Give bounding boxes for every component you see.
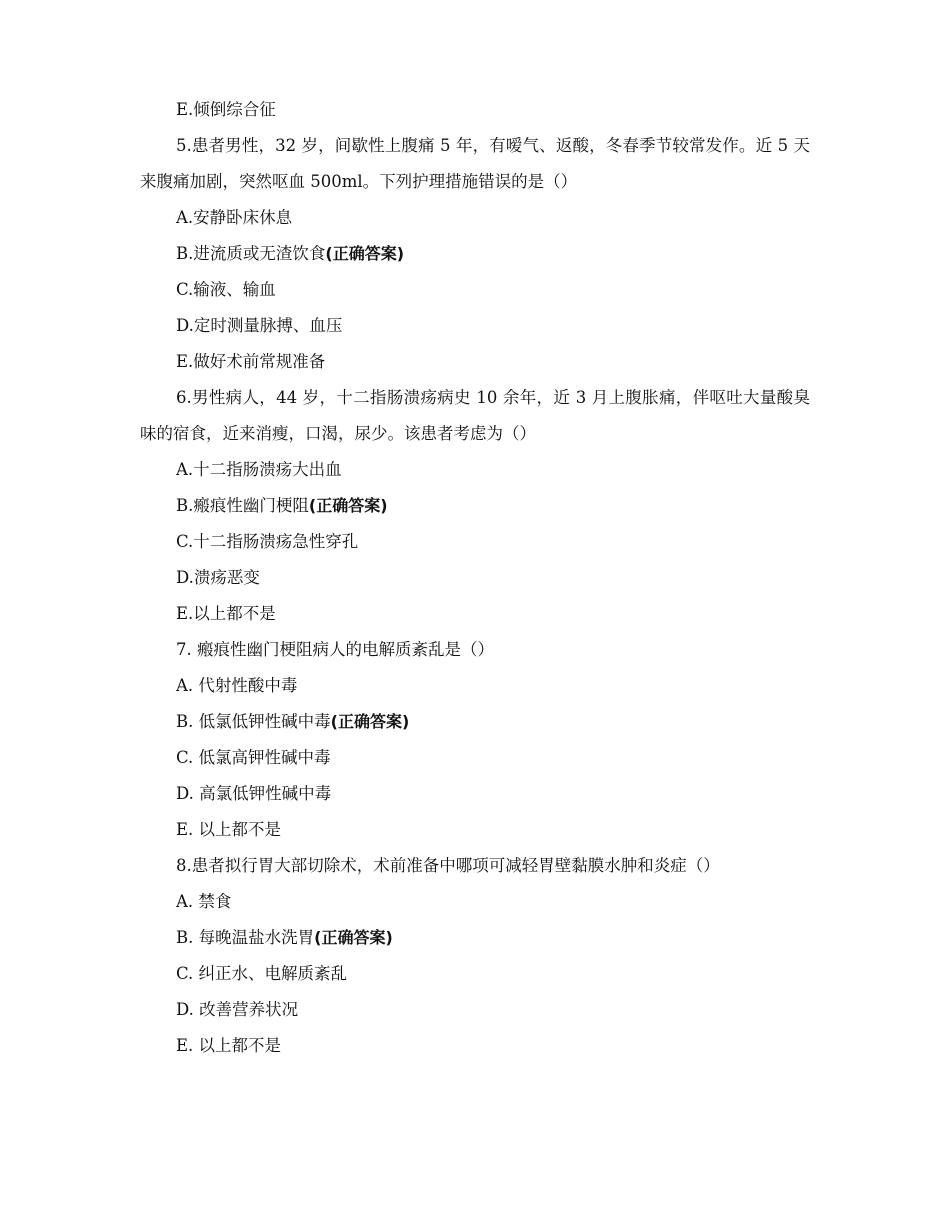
answer-option (140, 812, 810, 848)
option-text: A. 代射性酸中毒 (176, 676, 298, 695)
answer-option (140, 848, 810, 884)
correct-answer-tag: (正确答案) (314, 928, 393, 947)
option-text: E.做好术前常规准备 (176, 352, 326, 371)
answer-option (140, 200, 810, 236)
option-text: A. 禁食 (176, 892, 232, 911)
answer-option (140, 560, 810, 596)
answer-option (140, 236, 810, 272)
option-text: E.以上都不是 (176, 604, 276, 623)
answer-option (140, 452, 810, 488)
option-text: 8.患者拟行胃大部切除术，术前准备中哪项可减轻胃壁黏膜水肿和炎症（） (176, 856, 720, 875)
option-text: D.溃疡恶变 (176, 568, 260, 587)
option-text: D. 高氯低钾性碱中毒 (176, 784, 332, 803)
answer-option (140, 992, 810, 1028)
question-stem: 5.患者男性，32 岁，间歇性上腹痛 5 年，有嗳气、返酸，冬春季节较常发作。近 5 天来腹痛加剧，突然呕血 500ml。下列护理措施错误的是（） (140, 136, 810, 191)
answer-option (140, 668, 810, 704)
correct-answer-tag: (正确答案) (308, 496, 388, 515)
option-text: D.定时测量脉搏、血压 (176, 316, 343, 335)
option-text: C.十二指肠溃疡急性穿孔 (176, 532, 359, 551)
option-text: E. 以上都不是 (176, 1036, 282, 1055)
answer-option (140, 488, 810, 524)
correct-answer-tag: (正确答案) (325, 244, 405, 263)
option-text: E.倾倒综合征 (176, 100, 276, 119)
option-text: B. 每晚温盐水洗胃 (176, 928, 315, 947)
correct-answer-tag: (正确答案) (330, 712, 410, 731)
question-stem: 6.男性病人，44 岁，十二指肠溃疡病史 10 余年，近 3 月上腹胀痛，伴呕吐大量酸臭味的宿食，近来消瘦，口渴，尿少。该患者考虑为（） (140, 388, 810, 443)
answer-option (140, 740, 810, 776)
answer-option (140, 596, 810, 632)
option-text: A.安静卧床休息 (176, 208, 293, 227)
answer-option (140, 920, 810, 956)
option-text: C.输液、输血 (176, 280, 276, 299)
option-text: A.十二指肠溃疡大出血 (176, 460, 342, 479)
option-text: D. 改善营养状况 (176, 1000, 299, 1019)
answer-option (140, 776, 810, 812)
answer-option (140, 632, 810, 668)
answer-option (140, 704, 810, 740)
answer-option (140, 1028, 810, 1064)
answer-option (140, 956, 810, 992)
option-text: C. 纠正水、电解质紊乱 (176, 964, 348, 983)
answer-option (140, 92, 810, 128)
option-text: E. 以上都不是 (176, 820, 282, 839)
option-text: B. 低氯低钾性碱中毒 (176, 712, 331, 731)
answer-option (140, 524, 810, 560)
question-list (140, 92, 810, 1064)
option-text: B.瘢痕性幽门梗阻 (176, 496, 309, 515)
answer-option (140, 344, 810, 380)
answer-option (140, 272, 810, 308)
option-text: 7. 瘢痕性幽门梗阻病人的电解质紊乱是（） (176, 640, 494, 659)
answer-option (140, 308, 810, 344)
option-text: B.进流质或无渣饮食 (176, 244, 326, 263)
option-text: C. 低氯高钾性碱中毒 (176, 748, 331, 767)
answer-option (140, 884, 810, 920)
